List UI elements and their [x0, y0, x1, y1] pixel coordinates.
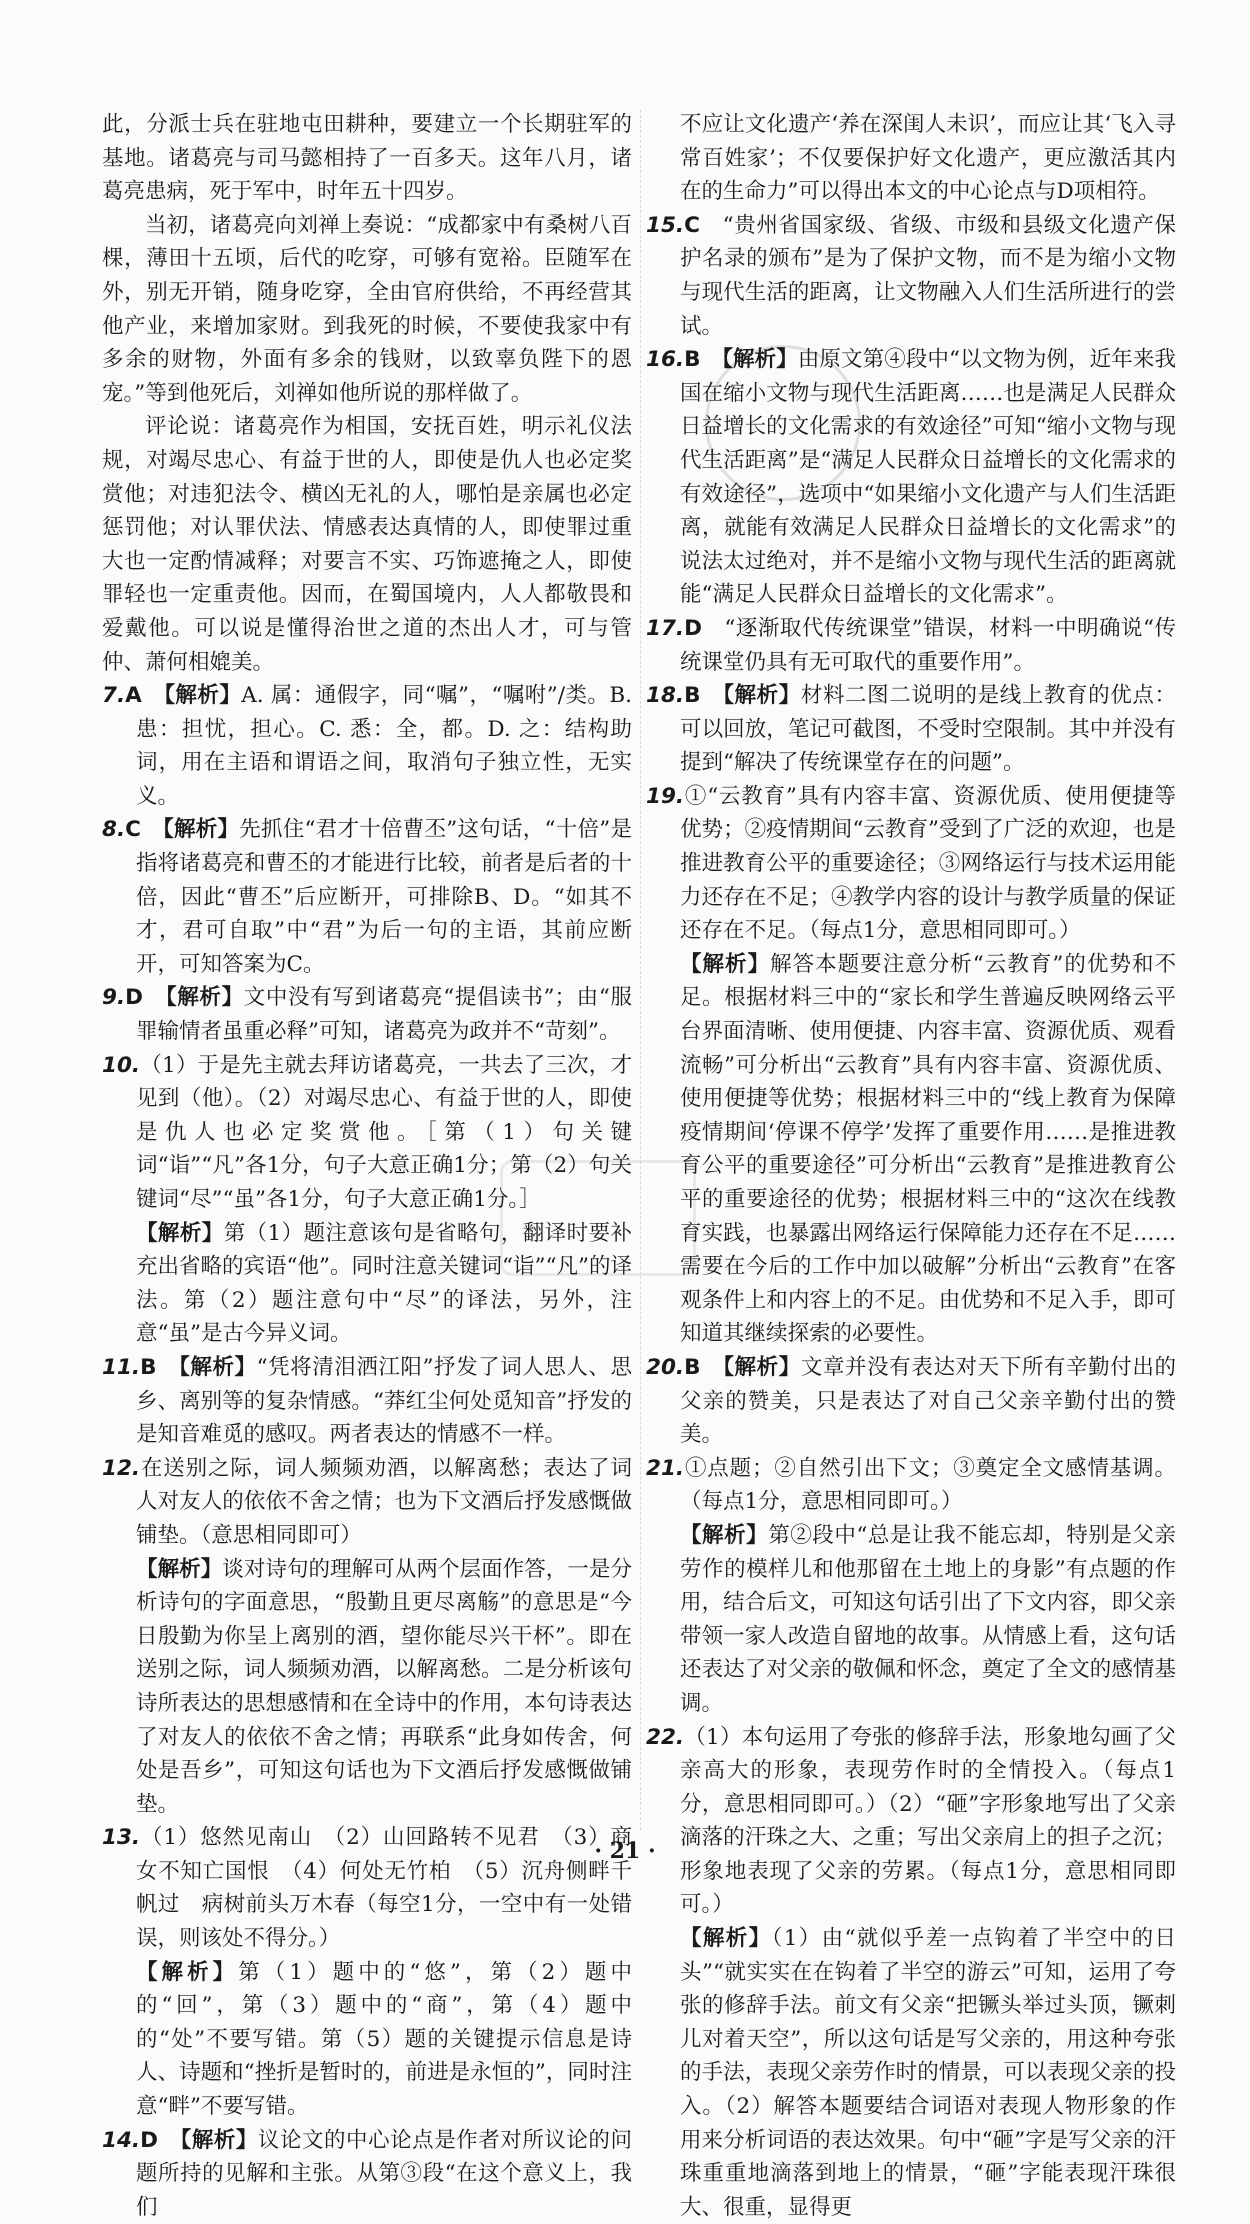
body-text: 文中没有写到诸葛亮“提倡读书”；由“服罪输情者虽重必释”可知，诸葛亮为政并不“苛刻”。 — [136, 985, 632, 1045]
answer-item — [646, 1452, 1176, 1519]
body-text: ①“云教育”具有内容丰富、资源优质、使用便捷等优势；②疫情期间“云教育”受到了广泛的欢迎，也是推进教育公平的重要途径；③网络运行与技术运用能力还存在不足；④教学内容的设计与教学质量的保证还存在不足。（每点1分，意思相同即可。） — [680, 783, 1176, 944]
question-number: 15. — [646, 212, 685, 238]
analysis-paragraph — [102, 1217, 632, 1351]
body-text: “凭将清泪洒江阳”抒发了词人思人、思乡、离别等的复杂情感。“莽红尘何处觅知音”抒发的是知音难觅的感叹。两者表达的情感不一样。 — [136, 1354, 632, 1448]
body-text: 第②段中“总是让我不能忘却，特别是父亲劳作的模样儿和他那留在土地上的身影”有点题的作用，结合后文，可知这句话引出了下文内容，即父亲带领一家人改造自留地的故事。从情感上看，这句话还表达了对父亲的敬佩和怀念，奠定了全文的感情基调。 — [680, 1522, 1176, 1716]
analysis-paragraph — [646, 1519, 1176, 1721]
column-divider — [640, 110, 641, 1830]
question-number: 9. — [102, 985, 126, 1011]
body-text: （1）悠然见南山 （2）山回路转不见君 （3）商女不知亡国恨 （4）何处无竹柏 （5）沉舟侧畔千帆过 病树前头万木春（每空1分，一空中有一处错误，则该处不得分。） — [136, 1825, 632, 1952]
body-text: 此，分派士兵在驻地屯田耕种，要建立一个长期驻军的基地。诸葛亮与司马懿相持了一百多天。这年八月，诸葛亮患病，死于军中，时年五十四岁。 — [102, 112, 632, 205]
answer-letter: B — [684, 347, 701, 373]
left-column — [102, 108, 632, 2224]
answer-item — [102, 679, 632, 813]
answer-letter: B — [684, 683, 701, 709]
question-number: 20. — [646, 1354, 685, 1380]
analysis-paragraph — [646, 1922, 1176, 2224]
right-column — [646, 108, 1176, 2224]
analysis-tag: 【解析】 — [136, 1556, 223, 1582]
body-text: “贵州省国家级、省级、市级和县级文化遗产保护名录的颁布”是为了保护文物，而不是为缩小文物与现代生活的距离，让文物融入人们生活所进行的尝试。 — [680, 212, 1176, 339]
body-text: 谈对诗句的理解可从两个层面作答，一是分析诗句的字面意思，“殷勤且更尽离觞”的意思是“今日殷勤为你呈上离别的酒，望你能尽兴干杯”。即在送别之际，词人频频劝酒，以解离愁。二是分析该句诗所表达的思想感情和在全诗中的作用，本句诗表达了对友人的依依不舍之情；再联系“此身如传舍，何处是吾乡”，可知这句话也为下文酒后抒发感慨做铺垫。 — [136, 1556, 632, 1817]
body-text: （1）由“就似乎差一点钩着了半空中的日头”“就实实在在钩着了半空的游云”可知，运用了夸张的修辞手法。前文有父亲“把镢头举过头顶，镢刺儿对着天空”，所以这句话是写父亲的，用这种夸张的手法，表现父亲劳作时的情景，可以表现父亲的投入。（2）解答本题要结合词语对表现人物形象的作用来分析词语的表达效果。句中“砸”字是写父亲的汗珠重重地滴落到地上的情景，“砸”字能表现汗珠很大、很重，显得更 — [680, 1926, 1176, 2220]
question-number: 16. — [646, 347, 685, 373]
answer-item — [646, 1721, 1176, 1923]
body-text: 第（1）题中的“悠”，第（2）题中的“回”，第（3）题中的“商”，第（4）题中的“处”不要写错。第（5）题的关键提示信息是诗人、诗题和“挫折是暂时的，前进是永恒的”，同时注意“畔”不要写错。 — [136, 1959, 632, 2120]
body-text: 第（1）题注意该句是省略句，翻译时要补充出省略的宾语“他”。同时注意关键词“诣”“凡”的译法。第（2）题注意句中“尽”的译法，另外，注意“虽”是古今异义词。 — [136, 1220, 632, 1347]
body-text: 议论文的中心论点是作者对所议论的问题所持的见解和主张。从第③段“在这个意义上，我们 — [136, 2127, 632, 2220]
analysis-tag: 【解析】 — [723, 1354, 801, 1380]
question-number: 13. — [102, 1825, 141, 1851]
analysis-tag: 【解析】 — [179, 1354, 257, 1380]
paragraph — [102, 108, 632, 209]
answer-item — [646, 1351, 1176, 1452]
analysis-tag: 【解析】 — [680, 951, 771, 977]
body-text: 解答本题要注意分析“云教育”的优势和不足。根据材料三中的“家长和学生普遍反映网络云平台界面清晰、使用便捷、内容丰富、资源优质、观看流畅”可分析出“云教育”具有内容丰富、资源优质、使用便捷等优势；根据材料三中的“线上教育为保障疫情期间‘停课不停学’发挥了重要作用……是推进教育公平的重要途径”可分析出“云教育”是推进教育公平的重要途径的优势；根据材料三中的“这次在线教育实践，也暴露出网络运行保障能力还存在不足……需要在今后的工作中加以破解”分析出“云教育”在客观条件上和内容上的不足。由优势和不足入手，即可知道其继续探索的必要性。 — [680, 951, 1176, 1347]
answer-letter: D — [125, 985, 143, 1011]
paragraph — [102, 410, 632, 679]
answer-letter: B — [684, 1354, 701, 1380]
page-number: · 21 · — [594, 1838, 656, 1864]
analysis-paragraph — [102, 1956, 632, 2124]
question-number: 21. — [646, 1455, 685, 1481]
body-text: 材料二图二说明的是线上教育的优点：可以回放，笔记可截图，不受时空限制。其中并没有提到“解决了传统课堂存在的问题”。 — [680, 683, 1176, 776]
analysis-tag: 【解析】 — [164, 683, 242, 709]
body-text: 先抓住“君才十倍曹丕”这句话，“十倍”是指将诸葛亮和曹丕的才能进行比较，前者是后者的十倍，因此“曹丕”后应断开，可排除B、D。“如其不才，君可自取”中“君”为后一句的主语，其前应断开，可知答案为C。 — [136, 817, 632, 977]
answer-item — [646, 780, 1176, 948]
analysis-paragraph — [102, 1553, 632, 1822]
answer-letter: D — [684, 615, 702, 641]
body-text: 当初，诸葛亮向刘禅上奏说：“成都家中有桑树八百棵，薄田十五顷，后代的吃穿，可够有宽裕。臣随军在外，别无开销，随身吃穿，全由官府供给，不再经营其他产业，来增加家财。到我死的时候，不要使我家中有多余的财物，外面有多余的钱财，以致辜负陛下的恩宠。”等到他死后，刘禅如他所说的那样做了。 — [102, 212, 632, 406]
analysis-tag: 【解析】 — [165, 985, 244, 1011]
paragraph — [102, 209, 632, 411]
answer-item — [646, 679, 1176, 780]
answer-item — [646, 612, 1176, 679]
answer-item — [646, 209, 1176, 343]
analysis-tag: 【解析】 — [136, 1220, 224, 1246]
analysis-tag: 【解析】 — [680, 1926, 772, 1952]
analysis-paragraph — [646, 948, 1176, 1351]
body-text: A. 属：通假字，同“嘱”，“嘱咐”/类。B. 患：担忧，担心。C. 悉：全，都。D. 之：结构助词，用在主语和谓语之间，取消句子独立性，无实义。 — [136, 683, 632, 809]
question-number: 17. — [646, 615, 685, 641]
answer-item — [102, 981, 632, 1048]
analysis-tag: 【解析】 — [680, 1522, 769, 1548]
question-number: 14. — [102, 2127, 141, 2153]
answer-item — [102, 1049, 632, 1217]
body-text: 在送别之际，词人频频劝酒，以解离愁；表达了词人对友人的依依不舍之情；也为下文酒后抒发感慨做铺垫。（意思相同即可） — [136, 1455, 632, 1548]
answer-item — [102, 1452, 632, 1553]
question-number: 22. — [646, 1724, 685, 1750]
analysis-tag: 【解析】 — [180, 2127, 258, 2153]
question-number: 10. — [102, 1052, 141, 1078]
body-text: （1）于是先主就去拜访诸葛亮，一共去了三次，才见到（他）。（2）对竭尽忠心、有益于世的人，即使是仇人也必定奖赏他。［第（1）句关键词“诣”“凡”各1分，句子大意正确1分；第（2）句关键词“尽”“虽”各1分，句子大意正确1分。］ — [136, 1052, 632, 1212]
answer-item — [102, 813, 632, 981]
analysis-tag: 【解析】 — [723, 683, 801, 709]
answer-item — [102, 1351, 632, 1452]
body-text: （1）本句运用了夸张的修辞手法，形象地勾画了父亲高大的形象，表现劳作时的全情投入。（每点1分，意思相同即可。）（2）“砸”字形象地写出了父亲滴落的汗珠之大、之重；写出父亲肩上的担子之沉；形象地表现了父亲的劳累。（每点1分，意思相同即可。） — [680, 1724, 1176, 1918]
answer-letter: A — [125, 683, 142, 709]
answer-item — [646, 343, 1176, 612]
question-number: 12. — [102, 1455, 141, 1481]
body-text: 不应让文化遗产‘养在深闺人未识’，而应让其‘飞入寻常百姓家’；不仅要保护好文化遗产，更应激活其内在的生命力”可以得出本文的中心论点与D项相符。 — [680, 112, 1176, 205]
question-number: 19. — [646, 783, 685, 809]
body-text: 评论说：诸葛亮作为相国，安抚百姓，明示礼仪法规，对竭尽忠心、有益于世的人，即使是仇人也必定奖赏他；对违犯法令、横凶无礼的人，哪怕是亲属也必定惩罚他；对认罪伏法、情感表达真情的人，即使罪过重大也一定酌情减释；对要言不实、巧饰遮掩之人，即使罪轻也一定重责他。因而，在蜀国境内，人人都敬畏和爱戴他。可以说是懂得治世之道的杰出人才，可与管仲、萧何相媲美。 — [102, 414, 632, 675]
body-text: “逐渐取代传统课堂”错误，材料一中明确说“传统课堂仍具有无可取代的重要作用”。 — [680, 615, 1176, 675]
answer-letter: C — [125, 817, 141, 843]
answer-letter: C — [684, 212, 700, 238]
analysis-tag: 【解析】 — [722, 347, 798, 373]
answer-item — [102, 2124, 632, 2224]
body-text: 由原文第④段中“以文物为例，近年来我国在缩小文物与现代生活距离……也是满足人民群众日益增长的文化需求的有效途径”可知“缩小文物与现代生活距离”是“满足人民群众日益增长的文化需求的有效途径”，选项中“如果缩小文化遗产与人们生活距离，就能有效满足人民群众日益增长的文化需求”的说法太过绝对，并不是缩小文物与现代生活的距离就能“满足人民群众日益增长的文化需求”。 — [680, 347, 1176, 608]
question-number: 11. — [102, 1354, 141, 1380]
analysis-tag: 【解析】 — [136, 1959, 239, 1985]
body-text: 文章并没有表达对天下所有辛勤付出的父亲的赞美，只是表达了对自己父亲辛勤付出的赞美。 — [680, 1354, 1176, 1448]
question-number: 7. — [102, 683, 126, 709]
analysis-tag: 【解析】 — [162, 817, 240, 843]
analysis-paragraph — [646, 108, 1176, 209]
answer-letter: D — [140, 2127, 158, 2153]
question-number: 8. — [102, 817, 126, 843]
answer-letter: B — [140, 1354, 157, 1380]
question-number: 18. — [646, 683, 685, 709]
body-text: ①点题；②自然引出下文；③奠定全文感情基调。（每点1分，意思相同即可。） — [680, 1455, 1176, 1515]
